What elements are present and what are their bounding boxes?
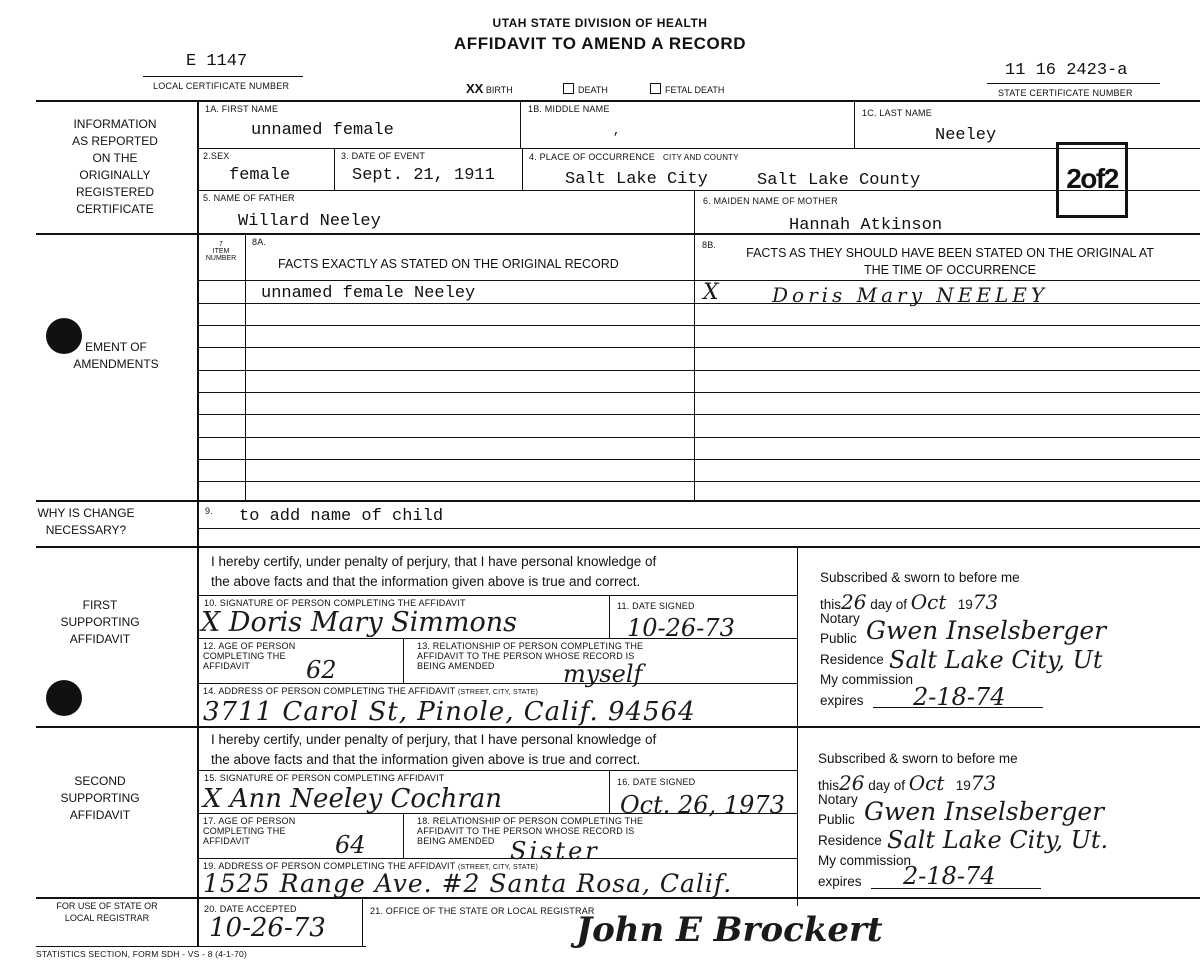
- statement-of-amendments-label: EMENT OF AMENDMENTS: [73, 340, 159, 371]
- first-commission-label: My commission: [820, 672, 914, 687]
- city-value: Salt Lake City: [565, 170, 708, 189]
- first-name-value: unnamed female: [251, 121, 394, 140]
- second-age-value: 64: [335, 831, 366, 859]
- first-notary-signature: Gwen Inselsberger: [866, 616, 1107, 645]
- last-name-value: Neeley: [935, 126, 997, 145]
- col-8a-number: 8A.: [252, 237, 267, 247]
- first-expires-value: 2-18-74: [913, 683, 1006, 711]
- birth-mark: XX: [466, 81, 484, 96]
- middle-name-value: ,: [613, 124, 621, 138]
- mother-label: 6. MAIDEN NAME OF MOTHER: [703, 196, 838, 206]
- second-sworn-date: this26 day of Oct 1973: [818, 771, 997, 795]
- birth-checkbox: XX BIRTH: [466, 81, 513, 96]
- first-name-label: 1A. FIRST NAME: [205, 104, 279, 114]
- date-of-event-value: Sept. 21, 1911: [352, 166, 495, 185]
- first-rel-label: 13. RELATIONSHIP OF PERSON COMPLETING THE AFFIDAVIT TO THE PERSON WHOSE RECORD IS BEING AMENDED: [417, 641, 644, 671]
- second-residence-value: Salt Lake City, Ut.: [887, 826, 1109, 854]
- first-certify-line1: I hereby certify, under penalty of perjury, that I have personal knowledge of: [211, 554, 657, 569]
- registrar-signature: John E Brockert: [576, 910, 883, 950]
- first-age-value: 62: [306, 656, 337, 684]
- father-label: 5. NAME OF FATHER: [203, 193, 295, 203]
- date-accepted-label: 20. DATE ACCEPTED: [204, 904, 297, 914]
- amend-row1-corrected: Doris Mary NEELEY: [772, 283, 1049, 307]
- first-address-value: 3711 Carol St, Pinole, Calif. 94564: [203, 697, 696, 727]
- first-affidavit-label: FIRST SUPPORTING AFFIDAVIT: [60, 598, 140, 646]
- first-addr-label: 14. ADDRESS OF PERSON COMPLETING THE AFFIDAVIT (STREET, CITY, STATE): [203, 686, 539, 696]
- first-signature: X Doris Mary Simmons: [201, 607, 518, 638]
- date-accepted-value: 10-26-73: [209, 913, 326, 943]
- second-addr-label: 19. ADDRESS OF PERSON COMPLETING THE AFFIDAVIT (STREET, CITY, STATE): [203, 861, 539, 871]
- county-value: Salt Lake County: [757, 171, 921, 190]
- second-commission-label: My commission: [818, 853, 912, 868]
- state-cert-label: STATE CERTIFICATE NUMBER: [998, 88, 1133, 98]
- first-sworn-date: this26 day of Oct 1973: [820, 590, 999, 614]
- first-date-value: 10-26-73: [627, 614, 735, 642]
- middle-name-label: 1B. MIDDLE NAME: [528, 104, 610, 114]
- agency-name: UTAH STATE DIVISION OF HEALTH: [492, 16, 708, 30]
- first-sworn-text: Subscribed & sworn to before me: [820, 570, 1020, 585]
- father-value: Willard Neeley: [238, 212, 381, 231]
- first-age-label: 12. AGE OF PERSON COMPLETING THE AFFIDAVIT: [203, 641, 296, 671]
- second-relationship-value: Sister: [510, 837, 600, 865]
- second-affidavit-label: SECOND SUPPORTING AFFIDAVIT: [60, 774, 140, 822]
- place-label: 4. PLACE OF OCCURRENCE CITY AND COUNTY: [529, 152, 739, 162]
- date-of-event-label: 3. DATE OF EVENT: [341, 151, 426, 161]
- first-certify-line2: the above facts and that the information given above is true and correct.: [211, 574, 641, 589]
- second-signature: X Ann Neeley Cochran: [203, 784, 503, 814]
- amend-row1-mark: X: [703, 280, 719, 305]
- punch-hole-top: [46, 318, 82, 354]
- col-8a-header: FACTS EXACTLY AS STATED ON THE ORIGINAL RECORD: [278, 257, 619, 271]
- second-sig-label: 15. SIGNATURE OF PERSON COMPLETING AFFIDAVIT: [204, 773, 445, 783]
- first-expires-label: expires: [820, 693, 864, 708]
- state-cert-number: 11 16 2423-a: [1005, 61, 1128, 80]
- first-residence-label: Residence: [820, 652, 884, 667]
- mother-value: Hannah Atkinson: [789, 216, 943, 235]
- second-rel-label: 18. RELATIONSHIP OF PERSON COMPLETING THE AFFIDAVIT TO THE PERSON WHOSE RECORD IS BEING AMENDED: [417, 816, 644, 846]
- sex-value: female: [229, 166, 291, 185]
- second-notary-label: Notary: [818, 792, 858, 807]
- local-cert-number: E 1147: [186, 52, 248, 71]
- first-sig-label: 10. SIGNATURE OF PERSON COMPLETING THE AFFIDAVIT: [204, 598, 466, 608]
- second-sworn-text: Subscribed & sworn to before me: [818, 751, 1018, 766]
- first-residence-value: Salt Lake City, Ut: [889, 646, 1103, 674]
- local-cert-label: LOCAL CERTIFICATE NUMBER: [153, 81, 290, 91]
- registrar-use-label: FOR USE OF STATE OR LOCAL REGISTRAR: [56, 901, 158, 923]
- registrar-office-label: 21. OFFICE OF THE STATE OR LOCAL REGISTRAR: [370, 906, 595, 916]
- second-public-label: Public: [818, 812, 855, 827]
- form-footer: STATISTICS SECTION, FORM SDH - VS - 8 (4-1-70): [36, 949, 248, 959]
- page-stamp: 2of2: [1056, 142, 1128, 218]
- item-number-label: 7 ITEM NUMBER: [205, 241, 237, 262]
- why-change-label: WHY IS CHANGE NECESSARY?: [37, 506, 135, 537]
- second-residence-label: Residence: [818, 833, 882, 848]
- amend-row1-original: unnamed female Neeley: [261, 284, 476, 303]
- why-text: to add name of child: [239, 507, 444, 526]
- first-notary-label: Notary: [820, 611, 860, 626]
- second-date-label: 16. DATE SIGNED: [617, 777, 696, 787]
- second-address-value: 1525 Range Ave. #2 Santa Rosa, Calif.: [203, 869, 733, 898]
- sex-label: 2.SEX: [203, 151, 230, 161]
- second-age-label: 17. AGE OF PERSON COMPLETING THE AFFIDAVIT: [203, 816, 296, 846]
- original-info-label: INFORMATION AS REPORTED ON THE ORIGINALLY REGISTERED CERTIFICATE: [72, 117, 158, 216]
- second-expires-label: expires: [818, 874, 862, 889]
- first-date-label: 11. DATE SIGNED: [617, 601, 695, 611]
- punch-hole-bottom: [46, 680, 82, 716]
- why-number: 9.: [205, 506, 213, 516]
- first-public-label: Public: [820, 631, 857, 646]
- death-checkbox: DEATH: [563, 83, 608, 95]
- second-certify-line1: I hereby certify, under penalty of perjury, that I have personal knowledge of: [211, 732, 657, 747]
- second-expires-value: 2-18-74: [903, 862, 996, 890]
- first-relationship-value: myself: [563, 660, 643, 688]
- col-8b-header: FACTS AS THEY SHOULD HAVE BEEN STATED ON THE ORIGINAL AT THE TIME OF OCCURRENCE: [746, 246, 1154, 277]
- last-name-label: 1C. LAST NAME: [862, 108, 932, 118]
- col-8b-number: 8B.: [702, 240, 717, 250]
- form-title: AFFIDAVIT TO AMEND A RECORD: [453, 34, 747, 53]
- second-notary-signature: Gwen Inselsberger: [864, 797, 1105, 826]
- second-date-value: Oct. 26, 1973: [620, 791, 785, 819]
- fetal-death-checkbox: FETAL DEATH: [650, 83, 724, 95]
- second-certify-line2: the above facts and that the information given above is true and correct.: [211, 752, 641, 767]
